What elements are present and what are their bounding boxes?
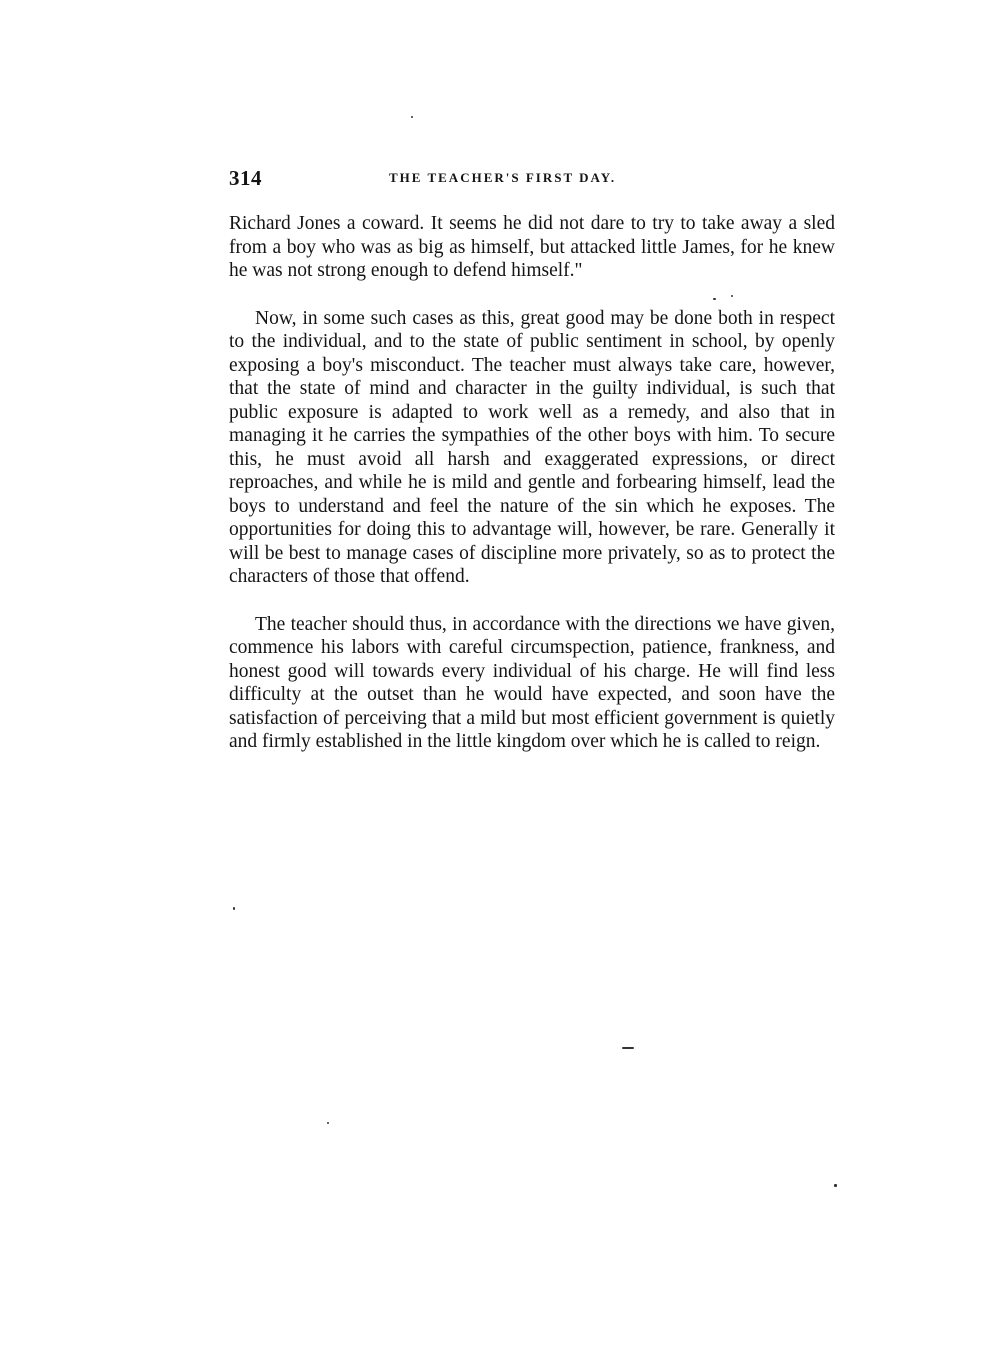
scan-speck — [411, 116, 413, 118]
paragraph-3: The teacher should thus, in accordance with the directions we have given, commence his labors with careful circumspection, patience, frankness, and honest good will towards every individual of his charge. He will find less difficulty at the outset than he would have expected, and soon have the satisfaction of perceiving that a mild but most efficient government is quietly and firmly established in the little kingdom over which he is called to reign. — [229, 613, 835, 752]
scan-speck — [622, 1047, 634, 1049]
page-header — [229, 166, 835, 194]
scan-speck — [233, 907, 235, 910]
page-number: 314 — [229, 166, 262, 190]
body-text — [229, 212, 835, 754]
paragraph-1: Richard Jones a coward. It seems he did not dare to try to take away a sled from a boy who was as big as himself, but attacked little James, for he knew he was not strong enough to defend himself." — [229, 213, 835, 281]
paragraph-2: Now, in some such cases as this, great good may be done both in respect to the individual, and to the state of public sentiment in school, by openly exposing a boy's misconduct. The teacher must always take care, however, that the state of mind and character in the guilty individual, is such that public exposure is adapted to work well as a remedy, and also that in managing it he carries the sympathies of the other boys with him. To secure this, he must avoid all harsh and exaggerated expressions, or direct reproaches, and while he is mild and gentle and forbearing himself, lead the boys to understand and feel the nature of the sin which he exposes. The opportunities for doing this to advantage will, however, be rare. Generally it will be best to manage cases of discipline more privately, so as to protect the characters of those that offend. — [229, 307, 835, 587]
scan-speck — [713, 298, 716, 300]
scan-speck — [834, 1184, 837, 1187]
scan-speck — [327, 1122, 329, 1124]
running-title: THE TEACHER'S FIRST DAY. — [389, 170, 617, 185]
scan-speck — [731, 295, 733, 297]
